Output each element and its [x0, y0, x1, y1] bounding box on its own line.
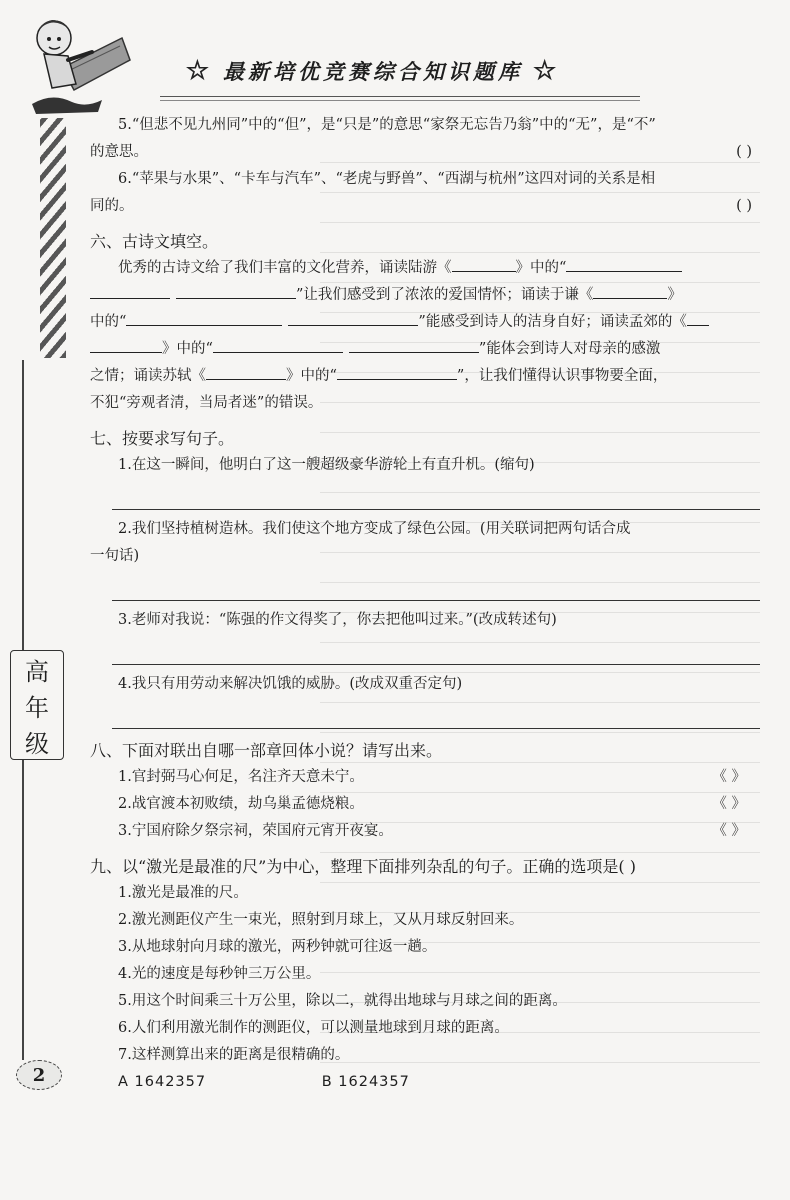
answer-parentheses[interactable]: ( )	[736, 198, 752, 214]
blank[interactable]	[337, 363, 457, 380]
poem-fill-line: 不犯“旁观者清，当局者迷”的错误。	[90, 395, 323, 411]
answer-line[interactable]	[112, 708, 760, 729]
page-content	[90, 112, 760, 1096]
blank[interactable]	[452, 255, 516, 272]
poem-text: 中的“	[90, 314, 127, 330]
ordering-sentence: 2.激光测距仪产生一束光，照射到月球上，又从月球反射回来。	[118, 912, 524, 928]
couplet-item	[90, 818, 760, 845]
grade-char: 年	[25, 693, 49, 722]
section-6-title: 六、古诗文填空。	[90, 232, 219, 251]
poem-text: 》	[667, 287, 682, 303]
blank[interactable]	[213, 336, 343, 353]
book-title-blank[interactable]: 《 》	[712, 823, 746, 839]
poem-fill-line	[90, 309, 760, 336]
answer-parentheses[interactable]: ( )	[736, 144, 752, 160]
poem-text: 》中的“	[286, 368, 337, 384]
book-title-blank[interactable]: 《 》	[712, 796, 746, 812]
poem-text: 》中的“	[515, 260, 567, 276]
poem-text: 之情；诵读苏轼《	[90, 368, 206, 384]
poem-text: 优秀的古诗文给了我们丰富的文化营养，诵读陆游《	[118, 260, 452, 276]
blank[interactable]	[206, 363, 286, 380]
header-title: 最新培优竞赛综合知识题库	[223, 59, 523, 84]
sentence-task: 1.在这一瞬间，他明白了这一艘超级豪华游轮上有直升机。(缩句)	[118, 457, 535, 473]
poem-fill-line	[90, 282, 760, 309]
sentence-task: 一句话)	[90, 548, 140, 564]
question-6-text: 同的。	[90, 198, 134, 214]
couplet-item	[90, 764, 760, 791]
grade-label-box	[10, 650, 64, 760]
ordering-sentence: 4.光的速度是每秒钟三万公里。	[118, 966, 321, 982]
blank[interactable]	[90, 282, 170, 299]
answer-line[interactable]	[112, 489, 760, 510]
blank[interactable]	[566, 255, 682, 272]
ordering-sentence: 6.人们利用激光制作的测距仪，可以测量地球到月球的距离。	[118, 1020, 509, 1036]
blank[interactable]	[349, 336, 479, 353]
answer-line[interactable]	[112, 580, 760, 601]
option-a[interactable]: A 1642357	[118, 1074, 207, 1090]
answer-line[interactable]	[112, 644, 760, 665]
star-icon: ☆	[533, 56, 561, 86]
option-b[interactable]: B 1624357	[321, 1074, 410, 1090]
poem-text: ”，让我们懂得认识事物要全面，	[456, 368, 668, 384]
blank[interactable]	[126, 309, 282, 326]
header-divider	[160, 96, 640, 101]
section-8-title: 八、下面对联出自哪一部章回体小说？请写出来。	[90, 741, 443, 760]
couplet-text: 3.宁国府除夕祭宗祠，荣国府元宵开夜宴。	[118, 823, 393, 839]
poem-fill-line	[90, 336, 760, 363]
section-9-title: 九、以“激光是最准的尺”为中心，整理下面排列杂乱的句子。正确的选项是( )	[90, 857, 636, 876]
ordering-sentence: 3.从地球射向月球的激光，两秒钟就可往返一趟。	[118, 939, 437, 955]
question-6-line: 6.“苹果与水果”、“卡车与汽车”、“老虎与野兽”、“西湖与杭州”这四对词的关系是相	[118, 171, 656, 187]
side-hatch-decoration	[40, 118, 66, 358]
question-6-line	[90, 193, 760, 220]
side-rule	[22, 758, 24, 1060]
blank[interactable]	[176, 282, 296, 299]
poem-text: ”让我们感受到了浓浓的爱国情怀；诵读于谦《	[296, 287, 594, 303]
poem-text: 》中的“	[162, 341, 213, 357]
blank[interactable]	[687, 309, 709, 326]
blank[interactable]	[288, 309, 418, 326]
answer-options	[90, 1069, 760, 1096]
side-rule	[22, 360, 24, 650]
book-title-blank[interactable]: 《 》	[712, 769, 746, 785]
blank[interactable]	[90, 336, 162, 353]
section-7-title: 七、按要求写句子。	[90, 429, 235, 448]
question-5-text: 的意思。	[90, 144, 148, 160]
couplet-text: 2.战官渡本初败绩，劫乌巢孟德烧粮。	[118, 796, 364, 812]
poem-fill-line	[90, 363, 760, 390]
blank[interactable]	[593, 282, 667, 299]
poem-text: ”能感受到诗人的洁身自好；诵读孟郊的《	[418, 314, 687, 330]
couplet-text: 1.官封弼马心何足，名注齐天意未宁。	[118, 769, 364, 785]
header-title-bar	[138, 54, 608, 88]
ordering-sentence: 7.这样测算出来的距离是很精确的。	[118, 1047, 350, 1063]
sentence-task: 4.我只有用劳动来解决饥饿的威胁。(改成双重否定句)	[118, 676, 463, 692]
grade-char: 高	[25, 657, 49, 686]
poem-text: ”能体会到诗人对母亲的感激	[478, 341, 661, 357]
couplet-item	[90, 791, 760, 818]
page-number: 2	[16, 1060, 62, 1090]
student-mascot-icon	[22, 8, 132, 116]
ordering-sentence: 5.用这个时间乘三十万公里，除以二，就得出地球与月球之间的距离。	[118, 993, 567, 1009]
ordering-sentence: 1.激光是最准的尺。	[118, 885, 248, 901]
poem-fill-line	[90, 255, 760, 282]
question-5-line	[90, 139, 760, 166]
grade-char: 级	[25, 729, 49, 758]
sentence-task: 3.老师对我说：“陈强的作文得奖了，你去把他叫过来。”(改成转述句)	[118, 612, 557, 628]
question-5-line: 5.“但悲不见九州同”中的“但”，是“只是”的意思“家祭无忘告乃翁”中的“无”，是“不”	[118, 117, 656, 133]
sentence-task: 2.我们坚持植树造林。我们使这个地方变成了绿色公园。(用关联词把两句话合成	[118, 521, 631, 537]
star-icon: ☆	[185, 56, 213, 86]
